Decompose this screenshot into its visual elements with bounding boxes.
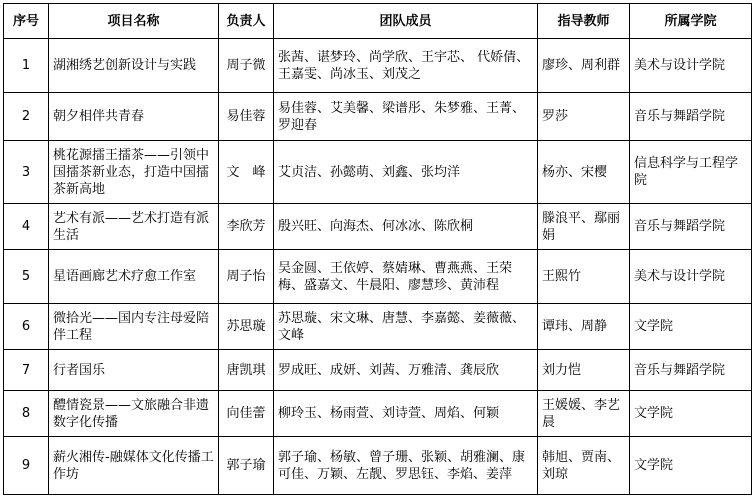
row-college: 音乐与舞蹈学院 xyxy=(630,93,752,141)
row-advisor: 滕浪平、鄢丽娟 xyxy=(538,204,630,250)
header-project: 项目名称 xyxy=(49,4,219,39)
header-row xyxy=(4,4,752,39)
row-project: 艺术有派——艺术打造有派生活 xyxy=(49,204,219,250)
table-row xyxy=(4,39,752,93)
row-members: 殷兴旺、向海杰、何冰冰、陈欣桐 xyxy=(274,204,538,250)
row-index: 9 xyxy=(4,437,49,495)
row-leader: 周子怡 xyxy=(219,250,274,304)
row-leader: 苏思璇 xyxy=(219,304,274,350)
row-members: 吴金圆、王依婷、蔡婧琳、曹燕燕、王荣梅、盛嘉文、牛晨阳、廖慧珍、黄沛程 xyxy=(274,250,538,304)
row-advisor: 罗莎 xyxy=(538,93,630,141)
row-project: 朝夕相伴共青春 xyxy=(49,93,219,141)
row-college: 音乐与舞蹈学院 xyxy=(630,350,752,391)
row-project: 微拾光——国内专注母爱陪伴工程 xyxy=(49,304,219,350)
row-advisor: 韩旭、贾南、刘琼 xyxy=(538,437,630,495)
row-college: 文学院 xyxy=(630,437,752,495)
row-index: 5 xyxy=(4,250,49,304)
header-college: 所属学院 xyxy=(630,4,752,39)
row-leader: 易佳蓉 xyxy=(219,93,274,141)
row-college: 信息科学与工程学院 xyxy=(630,141,752,204)
row-college: 音乐与舞蹈学院 xyxy=(630,204,752,250)
row-leader: 向佳蕾 xyxy=(219,391,274,437)
row-members: 罗成旺、成妍、刘茜、万雅清、龚辰欣 xyxy=(274,350,538,391)
row-advisor: 谭玮、周静 xyxy=(538,304,630,350)
row-advisor: 王媛媛、李艺晨 xyxy=(538,391,630,437)
row-advisor: 刘力恺 xyxy=(538,350,630,391)
row-project: 星语画廊艺术疗愈工作室 xyxy=(49,250,219,304)
row-index: 8 xyxy=(4,391,49,437)
row-index: 1 xyxy=(4,39,49,93)
table-row xyxy=(4,350,752,391)
row-project: 行者国乐 xyxy=(49,350,219,391)
row-index: 6 xyxy=(4,304,49,350)
header-index: 序号 xyxy=(4,4,49,39)
row-members: 易佳蓉、艾美馨、梁谱彤、朱梦雅、王菁、罗迎春 xyxy=(274,93,538,141)
row-leader: 文 峰 xyxy=(219,141,274,204)
table-row xyxy=(4,204,752,250)
header-leader: 负责人 xyxy=(219,4,274,39)
row-index: 3 xyxy=(4,141,49,204)
row-project: 薪火湘传-融媒体文化传播工作坊 xyxy=(49,437,219,495)
row-project: 桃花源擂王擂茶——引领中国擂茶新业态，打造中国擂茶新高地 xyxy=(49,141,219,204)
row-members: 郭子瑜、杨敏、曾子珊、张颖、胡雅澜、康可佳、万颖、左靓、罗思钰、李焰、姜萍 xyxy=(274,437,538,495)
table-row xyxy=(4,141,752,204)
row-members: 张茜、谌梦玲、尚学欣、王宇芯、 代娇倩、王嘉雯、尚冰玉、刘茂之 xyxy=(274,39,538,93)
row-college: 文学院 xyxy=(630,391,752,437)
row-index: 7 xyxy=(4,350,49,391)
row-college: 文学院 xyxy=(630,304,752,350)
row-leader: 唐凯琪 xyxy=(219,350,274,391)
header-members: 团队成员 xyxy=(274,4,538,39)
row-members: 柳玲玉、杨雨萱、刘诗萱、周焰、何颖 xyxy=(274,391,538,437)
row-college: 美术与设计学院 xyxy=(630,250,752,304)
row-members: 苏思璇、宋文琳、唐慧、李嘉懿、姜薇薇、文峰 xyxy=(274,304,538,350)
row-leader: 郭子瑜 xyxy=(219,437,274,495)
table-row xyxy=(4,391,752,437)
row-advisor: 杨亦、宋樱 xyxy=(538,141,630,204)
row-advisor: 廖珍、周利群 xyxy=(538,39,630,93)
table-row xyxy=(4,250,752,304)
row-advisor: 王熙竹 xyxy=(538,250,630,304)
table-row xyxy=(4,304,752,350)
row-index: 2 xyxy=(4,93,49,141)
row-index: 4 xyxy=(4,204,49,250)
row-project: 醴情瓷景——文旅融合非遗数字化传播 xyxy=(49,391,219,437)
project-table xyxy=(3,3,752,495)
row-leader: 周子微 xyxy=(219,39,274,93)
row-project: 湖湘绣艺创新设计与实践 xyxy=(49,39,219,93)
table-row xyxy=(4,93,752,141)
row-members: 艾贞洁、孙懿萌、刘鑫、张均洋 xyxy=(274,141,538,204)
header-advisor: 指导教师 xyxy=(538,4,630,39)
table-row xyxy=(4,437,752,495)
row-college: 美术与设计学院 xyxy=(630,39,752,93)
row-leader: 李欣芳 xyxy=(219,204,274,250)
